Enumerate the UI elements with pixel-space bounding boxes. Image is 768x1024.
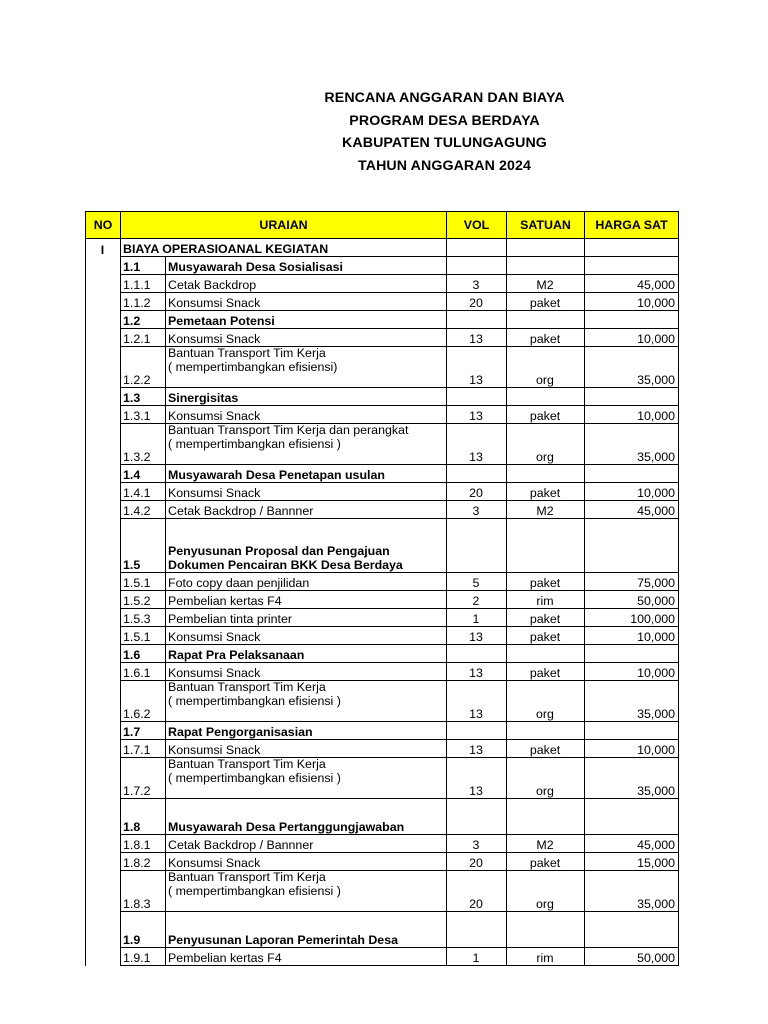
no-cell	[86, 722, 121, 740]
vol-cell: 1	[447, 609, 507, 627]
table-header-row	[86, 212, 679, 239]
section-row	[86, 239, 679, 257]
header-no: NO	[86, 212, 121, 239]
table-body	[86, 239, 679, 966]
vol-cell	[447, 388, 507, 406]
subsection-row	[86, 465, 679, 483]
no-cell	[86, 740, 121, 758]
kode-cell: 1.1.1	[121, 275, 166, 293]
table-row	[86, 275, 679, 293]
kode-cell: 1.2.1	[121, 329, 166, 347]
no-cell	[86, 465, 121, 483]
uraian-cell: Cetak Backdrop / Bannner	[166, 501, 447, 519]
title-line-4: TAHUN ANGGARAN 2024	[358, 157, 531, 174]
harga-cell: 35,000	[585, 871, 679, 912]
subsection-row	[86, 722, 679, 740]
vol-cell: 13	[447, 758, 507, 799]
harga-cell: 10,000	[585, 740, 679, 758]
no-cell	[86, 519, 121, 573]
vol-cell: 2	[447, 591, 507, 609]
kode-cell: 1.4.1	[121, 483, 166, 501]
sat-cell	[507, 722, 585, 740]
harga-cell: 35,000	[585, 681, 679, 722]
table-row	[86, 681, 679, 722]
uraian-cell: Musyawarah Desa Pertanggungjawaban	[166, 799, 447, 835]
sat-cell: M2	[507, 275, 585, 293]
vol-cell: 20	[447, 853, 507, 871]
uraian-cell: Bantuan Transport Tim Kerja ( mempertimbangkan efisiensi )	[166, 758, 447, 799]
table-row	[86, 740, 679, 758]
harga-cell: 10,000	[585, 627, 679, 645]
kode-cell: 1.5.1	[121, 627, 166, 645]
uraian-cell: Rapat Pengorganisasian	[166, 722, 447, 740]
sat-cell: paket	[507, 609, 585, 627]
subsection-row	[86, 388, 679, 406]
no-cell	[86, 311, 121, 329]
harga-cell: 100,000	[585, 609, 679, 627]
no-cell	[86, 609, 121, 627]
kode-cell: 1.5.2	[121, 591, 166, 609]
harga-cell: 10,000	[585, 406, 679, 424]
subsection-row	[86, 799, 679, 835]
no-cell	[86, 424, 121, 465]
title-line-1: RENCANA ANGGARAN DAN BIAYA	[324, 90, 565, 106]
sat-cell: rim	[507, 948, 585, 966]
sat-cell	[507, 465, 585, 483]
vol-cell: 13	[447, 740, 507, 758]
sat-cell	[507, 519, 585, 573]
vol-cell	[447, 257, 507, 275]
uraian-cell: Konsumsi Snack	[166, 627, 447, 645]
kode-cell: 1.6.2	[121, 681, 166, 722]
sat-cell: M2	[507, 501, 585, 519]
uraian-cell: Cetak Backdrop	[166, 275, 447, 293]
uraian-cell: Pembelian kertas F4	[166, 948, 447, 966]
kode-cell: 1.7	[121, 722, 166, 740]
uraian-cell: Pembelian tinta printer	[166, 609, 447, 627]
header-harga: HARGA SAT	[585, 212, 679, 239]
sat-cell: org	[507, 681, 585, 722]
no-cell	[86, 835, 121, 853]
harga-cell: 45,000	[585, 501, 679, 519]
uraian-cell: Konsumsi Snack	[166, 483, 447, 501]
harga-cell	[585, 311, 679, 329]
uraian-cell: Bantuan Transport Tim Kerja ( mempertimbangkan efisiensi)	[166, 347, 447, 388]
harga-cell	[585, 465, 679, 483]
kode-cell: 1.7.2	[121, 758, 166, 799]
harga-cell: 35,000	[585, 424, 679, 465]
harga-cell	[585, 799, 679, 835]
no-cell	[86, 799, 121, 835]
uraian-cell: Sinergisitas	[166, 388, 447, 406]
no-cell	[86, 257, 121, 275]
sat-cell: org	[507, 347, 585, 388]
vol-cell: 5	[447, 573, 507, 591]
kode-cell: 1.8	[121, 799, 166, 835]
no-cell	[86, 347, 121, 388]
sat-cell	[507, 257, 585, 275]
vol-cell	[447, 311, 507, 329]
kode-cell: 1.8.3	[121, 871, 166, 912]
subsection-row	[86, 912, 679, 948]
table-row	[86, 347, 679, 388]
harga-cell: 10,000	[585, 329, 679, 347]
no-cell	[86, 645, 121, 663]
uraian-cell: Konsumsi Snack	[166, 406, 447, 424]
uraian-cell: Foto copy daan penjilidan	[166, 573, 447, 591]
uraian-cell: Bantuan Transport Tim Kerja ( mempertimbangkan efisiensi )	[166, 681, 447, 722]
vol-cell: 13	[447, 347, 507, 388]
kode-cell: 1.3	[121, 388, 166, 406]
sat-cell	[507, 912, 585, 948]
vol-cell: 3	[447, 501, 507, 519]
uraian-cell: Pembelian kertas F4	[166, 591, 447, 609]
sat-cell	[507, 645, 585, 663]
table-row	[86, 758, 679, 799]
kode-cell: 1.9.1	[121, 948, 166, 966]
header-satuan: SATUAN	[507, 212, 585, 239]
vol-cell: 13	[447, 663, 507, 681]
harga-cell	[585, 912, 679, 948]
uraian-cell: Konsumsi Snack	[166, 329, 447, 347]
no-cell	[86, 758, 121, 799]
sat-cell: paket	[507, 853, 585, 871]
uraian-cell: Bantuan Transport Tim Kerja dan perangkat ( mempertimbangkan efisiensi )	[166, 424, 447, 465]
harga-cell: 45,000	[585, 275, 679, 293]
sat-cell	[507, 388, 585, 406]
no-cell	[86, 388, 121, 406]
table-row	[86, 663, 679, 681]
vol-cell	[447, 645, 507, 663]
table-row	[86, 329, 679, 347]
subsection-row	[86, 257, 679, 275]
sat-cell: M2	[507, 835, 585, 853]
harga-cell: 35,000	[585, 347, 679, 388]
no-cell	[86, 406, 121, 424]
sat-cell	[507, 311, 585, 329]
vol-cell	[447, 722, 507, 740]
table-row	[86, 853, 679, 871]
uraian-cell: Konsumsi Snack	[166, 293, 447, 311]
harga-cell: 45,000	[585, 835, 679, 853]
subsection-row	[86, 645, 679, 663]
harga-cell: 35,000	[585, 758, 679, 799]
section-label: BIAYA OPERASIOANAL KEGIATAN	[121, 239, 447, 257]
kode-cell: 1.9	[121, 912, 166, 948]
kode-cell: 1.2	[121, 311, 166, 329]
harga-cell: 10,000	[585, 293, 679, 311]
kode-cell: 1.1.2	[121, 293, 166, 311]
sat-cell: paket	[507, 627, 585, 645]
kode-cell: 1.6	[121, 645, 166, 663]
sat-cell: paket	[507, 329, 585, 347]
uraian-cell: Pemetaan Potensi	[166, 311, 447, 329]
no-cell	[86, 591, 121, 609]
document-title-block	[0, 87, 768, 177]
harga-cell: 75,000	[585, 573, 679, 591]
vol-cell	[447, 519, 507, 573]
no-cell	[86, 293, 121, 311]
kode-cell: 1.4.2	[121, 501, 166, 519]
uraian-cell: Musyawarah Desa Sosialisasi	[166, 257, 447, 275]
section-number: I	[86, 239, 121, 257]
table-row	[86, 483, 679, 501]
vol-cell	[447, 799, 507, 835]
kode-cell: 1.3.2	[121, 424, 166, 465]
sat-cell: org	[507, 758, 585, 799]
no-cell	[86, 912, 121, 948]
header-vol: VOL	[447, 212, 507, 239]
uraian-cell: Rapat Pra Pelaksanaan	[166, 645, 447, 663]
kode-cell: 1.3.1	[121, 406, 166, 424]
vol-cell: 20	[447, 483, 507, 501]
vol-cell: 13	[447, 627, 507, 645]
vol-cell: 3	[447, 275, 507, 293]
harga-cell: 10,000	[585, 663, 679, 681]
table-row	[86, 406, 679, 424]
vol-cell	[447, 912, 507, 948]
no-cell	[86, 627, 121, 645]
no-cell	[86, 663, 121, 681]
harga-cell	[585, 519, 679, 573]
sat-cell: paket	[507, 740, 585, 758]
no-cell	[86, 681, 121, 722]
harga-cell	[585, 722, 679, 740]
header-uraian: URAIAN	[121, 212, 447, 239]
vol-cell: 20	[447, 293, 507, 311]
kode-cell: 1.7.1	[121, 740, 166, 758]
kode-cell: 1.5.1	[121, 573, 166, 591]
no-cell	[86, 871, 121, 912]
harga-cell: 50,000	[585, 591, 679, 609]
kode-cell: 1.6.1	[121, 663, 166, 681]
budget-table	[85, 211, 679, 966]
vol-cell: 1	[447, 948, 507, 966]
harga-cell	[585, 645, 679, 663]
table-row	[86, 871, 679, 912]
uraian-cell: Penyusunan Proposal dan Pengajuan Dokumen Pencairan BKK Desa Berdaya	[166, 519, 447, 573]
sat-cell: paket	[507, 483, 585, 501]
harga-cell	[585, 388, 679, 406]
table-row	[86, 835, 679, 853]
sat-cell: rim	[507, 591, 585, 609]
title-line-2: PROGRAM DESA BERDAYA	[349, 112, 540, 129]
kode-cell: 1.1	[121, 257, 166, 275]
table-row	[86, 948, 679, 966]
subsection-row	[86, 311, 679, 329]
sat-cell	[507, 799, 585, 835]
no-cell	[86, 853, 121, 871]
table-row	[86, 609, 679, 627]
table-row	[86, 293, 679, 311]
sat-cell: org	[507, 424, 585, 465]
no-cell	[86, 948, 121, 966]
vol-cell	[447, 465, 507, 483]
table-row	[86, 591, 679, 609]
uraian-cell: Konsumsi Snack	[166, 663, 447, 681]
harga-cell: 15,000	[585, 853, 679, 871]
vol-cell: 13	[447, 406, 507, 424]
uraian-cell: Cetak Backdrop / Bannner	[166, 835, 447, 853]
uraian-cell: Bantuan Transport Tim Kerja ( mempertimbangkan efisiensi )	[166, 871, 447, 912]
uraian-cell: Konsumsi Snack	[166, 740, 447, 758]
kode-cell: 1.4	[121, 465, 166, 483]
table-row	[86, 627, 679, 645]
table-row	[86, 501, 679, 519]
sat-cell: paket	[507, 406, 585, 424]
kode-cell: 1.5.3	[121, 609, 166, 627]
harga-cell: 10,000	[585, 483, 679, 501]
sat-cell: paket	[507, 573, 585, 591]
table-row	[86, 573, 679, 591]
kode-cell: 1.8.1	[121, 835, 166, 853]
vol-cell: 3	[447, 835, 507, 853]
no-cell	[86, 275, 121, 293]
vol-cell: 13	[447, 329, 507, 347]
kode-cell: 1.8.2	[121, 853, 166, 871]
harga-cell	[585, 257, 679, 275]
uraian-cell: Musyawarah Desa Penetapan usulan	[166, 465, 447, 483]
kode-cell: 1.5	[121, 519, 166, 573]
no-cell	[86, 483, 121, 501]
uraian-cell: Penyusunan Laporan Pemerintah Desa	[166, 912, 447, 948]
no-cell	[86, 501, 121, 519]
sat-cell: org	[507, 871, 585, 912]
kode-cell: 1.2.2	[121, 347, 166, 388]
vol-cell: 20	[447, 871, 507, 912]
vol-cell: 13	[447, 424, 507, 465]
table-row	[86, 424, 679, 465]
harga-cell: 50,000	[585, 948, 679, 966]
no-cell	[86, 329, 121, 347]
subsection-row	[86, 519, 679, 573]
title-line-3: KABUPATEN TULUNGAGUNG	[342, 135, 547, 151]
vol-cell: 13	[447, 681, 507, 722]
sat-cell: paket	[507, 663, 585, 681]
sat-cell: paket	[507, 293, 585, 311]
no-cell	[86, 573, 121, 591]
uraian-cell: Konsumsi Snack	[166, 853, 447, 871]
